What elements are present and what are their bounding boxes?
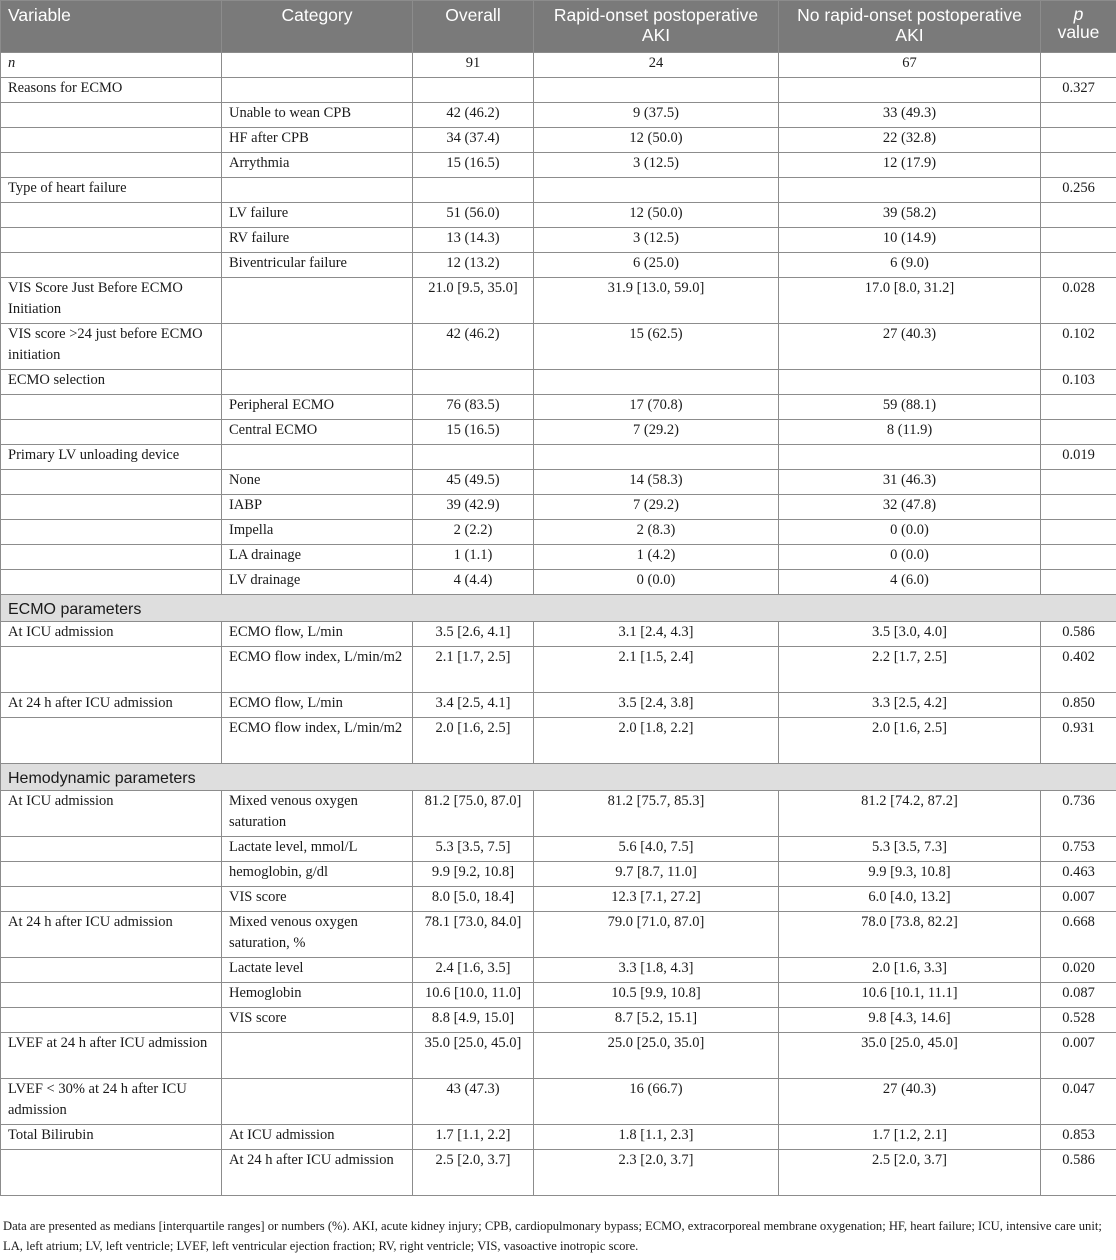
table-row bbox=[1, 53, 1116, 78]
overall-cell bbox=[413, 178, 534, 203]
header-p-value bbox=[1041, 1, 1116, 53]
category-cell bbox=[222, 53, 413, 78]
no-rapid-cell: 3.5 [3.0, 4.0] bbox=[779, 622, 1041, 647]
rapid-cell: 9.7 [8.7, 11.0] bbox=[534, 862, 779, 887]
category-cell: Impella bbox=[222, 520, 413, 545]
no-rapid-cell: 6 (9.0) bbox=[779, 253, 1041, 278]
category-cell: At 24 h after ICU admission bbox=[222, 1150, 413, 1196]
rapid-cell: 7 (29.2) bbox=[534, 495, 779, 520]
p-value-cell: 0.020 bbox=[1041, 958, 1116, 983]
rapid-cell: 2 (8.3) bbox=[534, 520, 779, 545]
overall-cell: 12 (13.2) bbox=[413, 253, 534, 278]
table-row bbox=[1, 862, 1116, 887]
no-rapid-cell: 31 (46.3) bbox=[779, 470, 1041, 495]
p-value-cell: 0.853 bbox=[1041, 1125, 1116, 1150]
no-rapid-cell: 6.0 [4.0, 13.2] bbox=[779, 887, 1041, 912]
overall-cell: 1 (1.1) bbox=[413, 545, 534, 570]
table-row bbox=[1, 1125, 1116, 1150]
rapid-cell: 14 (58.3) bbox=[534, 470, 779, 495]
no-rapid-cell: 0 (0.0) bbox=[779, 520, 1041, 545]
p-value-cell bbox=[1041, 128, 1116, 153]
overall-cell: 42 (46.2) bbox=[413, 324, 534, 370]
overall-cell: 91 bbox=[413, 53, 534, 78]
overall-cell bbox=[413, 370, 534, 395]
no-rapid-cell: 59 (88.1) bbox=[779, 395, 1041, 420]
header-no-rapid-onset: No rapid-onset postoperative AKI bbox=[779, 1, 1041, 53]
section-header-row bbox=[1, 595, 1116, 622]
no-rapid-cell: 81.2 [74.2, 87.2] bbox=[779, 791, 1041, 837]
overall-cell bbox=[413, 78, 534, 103]
variable-cell bbox=[1, 103, 222, 128]
rapid-cell bbox=[534, 78, 779, 103]
no-rapid-cell: 17.0 [8.0, 31.2] bbox=[779, 278, 1041, 324]
p-value-cell bbox=[1041, 228, 1116, 253]
header-overall: Overall bbox=[413, 1, 534, 53]
no-rapid-cell: 4 (6.0) bbox=[779, 570, 1041, 595]
variable-cell bbox=[1, 647, 222, 693]
table-row bbox=[1, 103, 1116, 128]
table-row bbox=[1, 420, 1116, 445]
variable-cell: At 24 h after ICU admission bbox=[1, 693, 222, 718]
overall-cell: 43 (47.3) bbox=[413, 1079, 534, 1125]
overall-cell: 35.0 [25.0, 45.0] bbox=[413, 1033, 534, 1079]
rapid-cell: 1.8 [1.1, 2.3] bbox=[534, 1125, 779, 1150]
p-value-cell bbox=[1041, 495, 1116, 520]
variable-cell: VIS score >24 just before ECMO initiation bbox=[1, 324, 222, 370]
rapid-cell: 17 (70.8) bbox=[534, 395, 779, 420]
table-row bbox=[1, 1150, 1116, 1196]
overall-cell: 45 (49.5) bbox=[413, 470, 534, 495]
no-rapid-cell: 27 (40.3) bbox=[779, 324, 1041, 370]
variable-cell: n bbox=[1, 53, 222, 78]
p-value-cell: 0.402 bbox=[1041, 647, 1116, 693]
rapid-cell: 15 (62.5) bbox=[534, 324, 779, 370]
variable-cell bbox=[1, 837, 222, 862]
category-cell: RV failure bbox=[222, 228, 413, 253]
variable-cell bbox=[1, 570, 222, 595]
table-row bbox=[1, 718, 1116, 764]
p-value-cell: 0.256 bbox=[1041, 178, 1116, 203]
overall-cell: 3.5 [2.6, 4.1] bbox=[413, 622, 534, 647]
table-row bbox=[1, 153, 1116, 178]
overall-cell: 34 (37.4) bbox=[413, 128, 534, 153]
variable-cell: ECMO selection bbox=[1, 370, 222, 395]
rapid-cell: 3.3 [1.8, 4.3] bbox=[534, 958, 779, 983]
category-cell: Mixed venous oxygen saturation bbox=[222, 791, 413, 837]
no-rapid-cell: 12 (17.9) bbox=[779, 153, 1041, 178]
p-value-cell: 0.586 bbox=[1041, 622, 1116, 647]
header-p-letter: p bbox=[1073, 4, 1084, 24]
table-row bbox=[1, 791, 1116, 837]
p-value-cell bbox=[1041, 53, 1116, 78]
rapid-cell: 2.3 [2.0, 3.7] bbox=[534, 1150, 779, 1196]
category-cell: IABP bbox=[222, 495, 413, 520]
p-value-cell: 0.102 bbox=[1041, 324, 1116, 370]
category-cell bbox=[222, 1079, 413, 1125]
category-cell: LV failure bbox=[222, 203, 413, 228]
category-cell bbox=[222, 324, 413, 370]
table-row bbox=[1, 983, 1116, 1008]
variable-cell bbox=[1, 520, 222, 545]
no-rapid-cell: 8 (11.9) bbox=[779, 420, 1041, 445]
section-title-hemodynamic-parameters: Hemodynamic parameters bbox=[1, 764, 1116, 791]
rapid-cell: 12.3 [7.1, 27.2] bbox=[534, 887, 779, 912]
no-rapid-cell: 27 (40.3) bbox=[779, 1079, 1041, 1125]
p-value-cell: 0.736 bbox=[1041, 791, 1116, 837]
category-cell bbox=[222, 278, 413, 324]
variable-cell bbox=[1, 958, 222, 983]
table-row bbox=[1, 395, 1116, 420]
p-value-cell: 0.327 bbox=[1041, 78, 1116, 103]
table-row bbox=[1, 545, 1116, 570]
category-cell: Peripheral ECMO bbox=[222, 395, 413, 420]
section-title-ecmo-parameters: ECMO parameters bbox=[1, 595, 1116, 622]
no-rapid-cell bbox=[779, 445, 1041, 470]
overall-cell: 4 (4.4) bbox=[413, 570, 534, 595]
category-cell: Hemoglobin bbox=[222, 983, 413, 1008]
category-cell: ECMO flow index, L/min/m2 bbox=[222, 718, 413, 764]
category-cell: Unable to wean CPB bbox=[222, 103, 413, 128]
rapid-cell: 31.9 [13.0, 59.0] bbox=[534, 278, 779, 324]
rapid-cell: 3 (12.5) bbox=[534, 153, 779, 178]
variable-cell bbox=[1, 862, 222, 887]
variable-cell bbox=[1, 153, 222, 178]
overall-cell: 78.1 [73.0, 84.0] bbox=[413, 912, 534, 958]
no-rapid-cell bbox=[779, 370, 1041, 395]
variable-cell bbox=[1, 228, 222, 253]
category-cell: VIS score bbox=[222, 1008, 413, 1033]
overall-cell: 13 (14.3) bbox=[413, 228, 534, 253]
category-cell bbox=[222, 78, 413, 103]
overall-cell: 39 (42.9) bbox=[413, 495, 534, 520]
overall-cell: 2.0 [1.6, 2.5] bbox=[413, 718, 534, 764]
section-header-row bbox=[1, 764, 1116, 791]
variable-cell bbox=[1, 983, 222, 1008]
rapid-cell: 16 (66.7) bbox=[534, 1079, 779, 1125]
no-rapid-cell bbox=[779, 178, 1041, 203]
overall-cell: 42 (46.2) bbox=[413, 103, 534, 128]
table-row bbox=[1, 1033, 1116, 1079]
rapid-cell bbox=[534, 445, 779, 470]
p-value-cell: 0.087 bbox=[1041, 983, 1116, 1008]
p-value-cell bbox=[1041, 545, 1116, 570]
category-cell bbox=[222, 445, 413, 470]
p-value-cell bbox=[1041, 470, 1116, 495]
rapid-cell: 81.2 [75.7, 85.3] bbox=[534, 791, 779, 837]
no-rapid-cell: 78.0 [73.8, 82.2] bbox=[779, 912, 1041, 958]
variable-cell: Reasons for ECMO bbox=[1, 78, 222, 103]
rapid-cell: 3.5 [2.4, 3.8] bbox=[534, 693, 779, 718]
table-row bbox=[1, 253, 1116, 278]
table-row bbox=[1, 370, 1116, 395]
table-row bbox=[1, 837, 1116, 862]
category-cell: VIS score bbox=[222, 887, 413, 912]
rapid-cell bbox=[534, 370, 779, 395]
table-row bbox=[1, 647, 1116, 693]
no-rapid-cell: 33 (49.3) bbox=[779, 103, 1041, 128]
table-row bbox=[1, 203, 1116, 228]
category-cell: Arrythmia bbox=[222, 153, 413, 178]
variable-cell: At ICU admission bbox=[1, 791, 222, 837]
table-footnote: Data are presented as medians [interquartile ranges] or numbers (%). AKI, acute kidney injury; CPB, cardiopulmonary bypass; ECMO, extracorporeal membrane oxygenation; HF, heart failure; ICU, intensive care unit; LA, left atrium; LV, left ventricle; LVEF, left ventricular ejection fraction; RV, right ventricle; VIS, vasoactive inotropic score. bbox=[3, 1219, 1102, 1253]
rapid-cell: 2.0 [1.8, 2.2] bbox=[534, 718, 779, 764]
p-value-cell: 0.586 bbox=[1041, 1150, 1116, 1196]
no-rapid-cell: 0 (0.0) bbox=[779, 545, 1041, 570]
category-cell bbox=[222, 178, 413, 203]
variable-cell: At ICU admission bbox=[1, 622, 222, 647]
no-rapid-cell: 67 bbox=[779, 53, 1041, 78]
p-value-cell: 0.668 bbox=[1041, 912, 1116, 958]
rapid-cell: 3.1 [2.4, 4.3] bbox=[534, 622, 779, 647]
table-row bbox=[1, 470, 1116, 495]
variable-cell: At 24 h after ICU admission bbox=[1, 912, 222, 958]
no-rapid-cell bbox=[779, 78, 1041, 103]
variable-cell bbox=[1, 253, 222, 278]
p-value-cell bbox=[1041, 103, 1116, 128]
header-row bbox=[1, 1, 1116, 53]
category-cell bbox=[222, 370, 413, 395]
category-cell bbox=[222, 1033, 413, 1079]
variable-cell bbox=[1, 420, 222, 445]
rapid-cell: 2.1 [1.5, 2.4] bbox=[534, 647, 779, 693]
overall-cell: 8.0 [5.0, 18.4] bbox=[413, 887, 534, 912]
rapid-cell: 12 (50.0) bbox=[534, 203, 779, 228]
overall-cell: 2 (2.2) bbox=[413, 520, 534, 545]
overall-cell: 15 (16.5) bbox=[413, 420, 534, 445]
category-cell: None bbox=[222, 470, 413, 495]
no-rapid-cell: 22 (32.8) bbox=[779, 128, 1041, 153]
p-value-cell bbox=[1041, 420, 1116, 445]
overall-cell bbox=[413, 445, 534, 470]
overall-cell: 81.2 [75.0, 87.0] bbox=[413, 791, 534, 837]
rapid-cell: 3 (12.5) bbox=[534, 228, 779, 253]
rapid-cell: 24 bbox=[534, 53, 779, 78]
table-row bbox=[1, 693, 1116, 718]
p-value-cell: 0.850 bbox=[1041, 693, 1116, 718]
variable-cell: Primary LV unloading device bbox=[1, 445, 222, 470]
p-value-cell bbox=[1041, 153, 1116, 178]
p-value-cell: 0.028 bbox=[1041, 278, 1116, 324]
table-row bbox=[1, 1008, 1116, 1033]
rapid-cell bbox=[534, 178, 779, 203]
table-row bbox=[1, 78, 1116, 103]
variable-cell bbox=[1, 1008, 222, 1033]
p-value-cell: 0.753 bbox=[1041, 837, 1116, 862]
p-value-cell: 0.103 bbox=[1041, 370, 1116, 395]
p-value-cell bbox=[1041, 395, 1116, 420]
rapid-cell: 25.0 [25.0, 35.0] bbox=[534, 1033, 779, 1079]
category-cell: ECMO flow, L/min bbox=[222, 693, 413, 718]
p-value-cell bbox=[1041, 570, 1116, 595]
no-rapid-cell: 1.7 [1.2, 2.1] bbox=[779, 1125, 1041, 1150]
no-rapid-cell: 10.6 [10.1, 11.1] bbox=[779, 983, 1041, 1008]
category-cell: Central ECMO bbox=[222, 420, 413, 445]
rapid-cell: 1 (4.2) bbox=[534, 545, 779, 570]
no-rapid-cell: 32 (47.8) bbox=[779, 495, 1041, 520]
rapid-cell: 7 (29.2) bbox=[534, 420, 779, 445]
variable-cell: VIS Score Just Before ECMO Initiation bbox=[1, 278, 222, 324]
variable-cell: LVEF at 24 h after ICU admission bbox=[1, 1033, 222, 1079]
overall-cell: 5.3 [3.5, 7.5] bbox=[413, 837, 534, 862]
rapid-cell: 9 (37.5) bbox=[534, 103, 779, 128]
no-rapid-cell: 5.3 [3.5, 7.3] bbox=[779, 837, 1041, 862]
category-cell: ECMO flow index, L/min/m2 bbox=[222, 647, 413, 693]
header-category: Category bbox=[222, 1, 413, 53]
rapid-cell: 6 (25.0) bbox=[534, 253, 779, 278]
overall-cell: 51 (56.0) bbox=[413, 203, 534, 228]
rapid-cell: 8.7 [5.2, 15.1] bbox=[534, 1008, 779, 1033]
table-row bbox=[1, 1079, 1116, 1125]
variable-cell bbox=[1, 395, 222, 420]
category-cell: ECMO flow, L/min bbox=[222, 622, 413, 647]
p-value-cell bbox=[1041, 520, 1116, 545]
overall-cell: 1.7 [1.1, 2.2] bbox=[413, 1125, 534, 1150]
header-rapid-onset: Rapid-onset postoperative AKI bbox=[534, 1, 779, 53]
p-value-cell: 0.019 bbox=[1041, 445, 1116, 470]
rapid-cell: 5.6 [4.0, 7.5] bbox=[534, 837, 779, 862]
variable-cell bbox=[1, 718, 222, 764]
category-cell: HF after CPB bbox=[222, 128, 413, 153]
no-rapid-cell: 2.0 [1.6, 2.5] bbox=[779, 718, 1041, 764]
rapid-cell: 12 (50.0) bbox=[534, 128, 779, 153]
category-cell: Biventricular failure bbox=[222, 253, 413, 278]
no-rapid-cell: 2.5 [2.0, 3.7] bbox=[779, 1150, 1041, 1196]
no-rapid-cell: 39 (58.2) bbox=[779, 203, 1041, 228]
p-value-cell: 0.463 bbox=[1041, 862, 1116, 887]
table-row bbox=[1, 520, 1116, 545]
table-row bbox=[1, 445, 1116, 470]
variable-cell bbox=[1, 128, 222, 153]
p-value-cell bbox=[1041, 203, 1116, 228]
variable-cell: Type of heart failure bbox=[1, 178, 222, 203]
p-value-cell bbox=[1041, 253, 1116, 278]
overall-cell: 2.5 [2.0, 3.7] bbox=[413, 1150, 534, 1196]
no-rapid-cell: 9.9 [9.3, 10.8] bbox=[779, 862, 1041, 887]
table-row bbox=[1, 128, 1116, 153]
table-row bbox=[1, 622, 1116, 647]
rapid-cell: 0 (0.0) bbox=[534, 570, 779, 595]
overall-cell: 3.4 [2.5, 4.1] bbox=[413, 693, 534, 718]
table-row bbox=[1, 495, 1116, 520]
no-rapid-cell: 3.3 [2.5, 4.2] bbox=[779, 693, 1041, 718]
category-cell: hemoglobin, g/dl bbox=[222, 862, 413, 887]
overall-cell: 2.4 [1.6, 3.5] bbox=[413, 958, 534, 983]
category-cell: Mixed venous oxygen saturation, % bbox=[222, 912, 413, 958]
overall-cell: 76 (83.5) bbox=[413, 395, 534, 420]
variable-cell bbox=[1, 887, 222, 912]
p-value-cell: 0.007 bbox=[1041, 1033, 1116, 1079]
no-rapid-cell: 2.2 [1.7, 2.5] bbox=[779, 647, 1041, 693]
table-row bbox=[1, 887, 1116, 912]
overall-cell: 21.0 [9.5, 35.0] bbox=[413, 278, 534, 324]
table-row bbox=[1, 570, 1116, 595]
overall-cell: 8.8 [4.9, 15.0] bbox=[413, 1008, 534, 1033]
overall-cell: 9.9 [9.2, 10.8] bbox=[413, 862, 534, 887]
rapid-cell: 10.5 [9.9, 10.8] bbox=[534, 983, 779, 1008]
p-value-cell: 0.047 bbox=[1041, 1079, 1116, 1125]
category-cell: Lactate level bbox=[222, 958, 413, 983]
variable-cell: LVEF < 30% at 24 h after ICU admission bbox=[1, 1079, 222, 1125]
p-value-cell: 0.931 bbox=[1041, 718, 1116, 764]
overall-cell: 10.6 [10.0, 11.0] bbox=[413, 983, 534, 1008]
header-variable: Variable bbox=[1, 1, 222, 53]
table-row bbox=[1, 278, 1116, 324]
category-cell: LA drainage bbox=[222, 545, 413, 570]
p-value-cell: 0.528 bbox=[1041, 1008, 1116, 1033]
overall-cell: 2.1 [1.7, 2.5] bbox=[413, 647, 534, 693]
category-cell: LV drainage bbox=[222, 570, 413, 595]
variable-cell bbox=[1, 470, 222, 495]
variable-cell bbox=[1, 203, 222, 228]
table-row bbox=[1, 958, 1116, 983]
no-rapid-cell: 2.0 [1.6, 3.3] bbox=[779, 958, 1041, 983]
table-row bbox=[1, 912, 1116, 958]
overall-cell: 15 (16.5) bbox=[413, 153, 534, 178]
rapid-cell: 79.0 [71.0, 87.0] bbox=[534, 912, 779, 958]
variable-cell bbox=[1, 495, 222, 520]
no-rapid-cell: 35.0 [25.0, 45.0] bbox=[779, 1033, 1041, 1079]
category-cell: Lactate level, mmol/L bbox=[222, 837, 413, 862]
table-row bbox=[1, 228, 1116, 253]
p-value-cell: 0.007 bbox=[1041, 887, 1116, 912]
no-rapid-cell: 10 (14.9) bbox=[779, 228, 1041, 253]
category-cell: At ICU admission bbox=[222, 1125, 413, 1150]
variable-cell: Total Bilirubin bbox=[1, 1125, 222, 1150]
header-value-word: value bbox=[1057, 22, 1100, 42]
table-row bbox=[1, 324, 1116, 370]
table-row bbox=[1, 178, 1116, 203]
no-rapid-cell: 9.8 [4.3, 14.6] bbox=[779, 1008, 1041, 1033]
variable-cell bbox=[1, 545, 222, 570]
variable-cell bbox=[1, 1150, 222, 1196]
